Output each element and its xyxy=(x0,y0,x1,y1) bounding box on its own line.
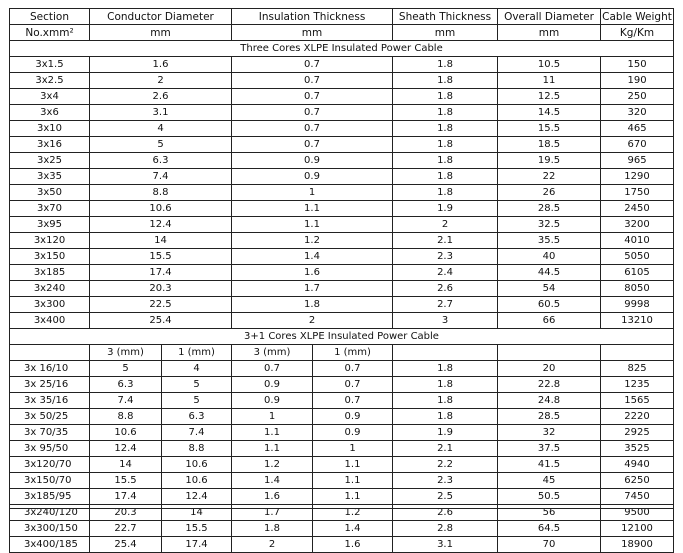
table-cell: 0.9 xyxy=(232,153,393,169)
table-cell: 1.8 xyxy=(393,153,498,169)
table-cell: 5 xyxy=(162,377,232,393)
table-cell: 25.4 xyxy=(90,537,162,553)
table-cell: 1.8 xyxy=(393,57,498,73)
table-cell: 1.7 xyxy=(232,505,313,521)
table-row xyxy=(10,441,674,457)
header-overall-diameter-unit: mm xyxy=(498,25,601,41)
table-cell: 3x50 xyxy=(10,185,90,201)
table-cell: 12100 xyxy=(601,521,674,537)
table-cell: 12.4 xyxy=(162,489,232,505)
table-cell: 14 xyxy=(162,505,232,521)
table-cell: 2 xyxy=(232,313,393,329)
table-row xyxy=(10,121,674,137)
table-cell: 1 xyxy=(313,441,393,457)
table-cell: 15.5 xyxy=(90,473,162,489)
table-cell: 7.4 xyxy=(90,393,162,409)
table-cell: 1.4 xyxy=(232,473,313,489)
table-cell: 24.8 xyxy=(498,393,601,409)
header-cable-weight: Cable Weight xyxy=(602,10,672,23)
table-cell: 3x10 xyxy=(10,121,90,137)
table-cell: 14 xyxy=(90,457,162,473)
table-row xyxy=(10,393,674,409)
table-cell: 20.3 xyxy=(90,505,162,521)
table-row xyxy=(10,233,674,249)
header-sheath-thickness: Sheath Thickness xyxy=(393,9,498,25)
table-cell: 1.1 xyxy=(313,457,393,473)
table-cell: 10.6 xyxy=(90,425,162,441)
table-cell: 9998 xyxy=(601,297,674,313)
table-cell: 3x 16/10 xyxy=(10,361,90,377)
table-row xyxy=(10,313,674,329)
subheader-cell: 1 (mm) xyxy=(162,345,232,361)
table-cell: 5 xyxy=(90,137,232,153)
table-row xyxy=(10,105,674,121)
table-cell: 6250 xyxy=(601,473,674,489)
table-cell: 3x120/70 xyxy=(10,457,90,473)
table-cell: 1565 xyxy=(601,393,674,409)
table-cell: 44.5 xyxy=(498,265,601,281)
table-cell: 0.7 xyxy=(232,73,393,89)
table-cell: 1.1 xyxy=(232,217,393,233)
header-conductor-diameter: Conductor Diameter xyxy=(90,9,232,25)
table-cell: 7.4 xyxy=(90,169,232,185)
header-conductor-diameter-unit: mm xyxy=(90,25,232,41)
table-row xyxy=(10,185,674,201)
table-cell: 3x300/150 xyxy=(10,521,90,537)
table-cell: 4010 xyxy=(601,233,674,249)
table-cell: 3x70 xyxy=(10,201,90,217)
table-cell: 10.6 xyxy=(90,201,232,217)
header-insulation-thickness-unit: mm xyxy=(232,25,393,41)
table-cell: 5 xyxy=(90,361,162,377)
header-cable-weight-unit: Kg/Km xyxy=(601,25,674,41)
table-row xyxy=(10,457,674,473)
table-row xyxy=(10,425,674,441)
table-cell: 3.1 xyxy=(393,537,498,553)
table-cell: 11 xyxy=(498,73,601,89)
table-cell: 0.7 xyxy=(232,89,393,105)
table-cell: 1.8 xyxy=(393,121,498,137)
table-cell: 250 xyxy=(601,89,674,105)
section-title-three-plus-one: 3+1 Cores XLPE Insulated Power Cable xyxy=(10,329,674,345)
table-cell: 28.5 xyxy=(498,409,601,425)
table-cell: 1.6 xyxy=(232,265,393,281)
table-cell: 28.5 xyxy=(498,201,601,217)
table-cell: 1.8 xyxy=(393,361,498,377)
table-cell: 10.6 xyxy=(162,457,232,473)
table-cell: 2.5 xyxy=(393,489,498,505)
subheader-cell: 1 (mm) xyxy=(313,345,393,361)
table-cell: 3x25 xyxy=(10,153,90,169)
table-cell: 15.5 xyxy=(162,521,232,537)
table-cell: 3x 70/35 xyxy=(10,425,90,441)
table-cell: 1.8 xyxy=(393,89,498,105)
table-cell: 3x150/70 xyxy=(10,473,90,489)
table-cell: 2.4 xyxy=(393,265,498,281)
table-cell: 3200 xyxy=(601,217,674,233)
table-cell: 1.8 xyxy=(232,521,313,537)
table-cell: 1235 xyxy=(601,377,674,393)
section-title-row xyxy=(10,329,674,345)
table-cell: 22 xyxy=(498,169,601,185)
table-cell: 19.5 xyxy=(498,153,601,169)
table-cell: 1.8 xyxy=(393,393,498,409)
table-cell: 2 xyxy=(393,217,498,233)
table-cell: 12.5 xyxy=(498,89,601,105)
header-overall-diameter: Overall Diameter xyxy=(498,9,601,25)
table-cell: 0.9 xyxy=(232,393,313,409)
table-cell: 3x95 xyxy=(10,217,90,233)
table-cell: 1.9 xyxy=(393,201,498,217)
table-cell: 56 xyxy=(498,505,601,521)
subheader-cell: 3 (mm) xyxy=(232,345,313,361)
table-cell: 1.1 xyxy=(313,489,393,505)
table-cell: 70 xyxy=(498,537,601,553)
table-cell: 18.5 xyxy=(498,137,601,153)
table-cell: 3x185 xyxy=(10,265,90,281)
table-cell: 26 xyxy=(498,185,601,201)
table-row xyxy=(10,217,674,233)
table-row xyxy=(10,57,674,73)
table-cell: 18900 xyxy=(601,537,674,553)
table-cell: 0.7 xyxy=(232,57,393,73)
cable-spec-table xyxy=(9,8,674,553)
table-cell: 35.5 xyxy=(498,233,601,249)
table-cell: 0.7 xyxy=(232,121,393,137)
table-cell: 4 xyxy=(90,121,232,137)
table-cell: 3x400/185 xyxy=(10,537,90,553)
table-cell: 1.6 xyxy=(232,489,313,505)
table-cell: 54 xyxy=(498,281,601,297)
table-cell: 965 xyxy=(601,153,674,169)
header-insulation-thickness: Insulation Thickness xyxy=(232,9,393,25)
table-cell: 6.3 xyxy=(90,153,232,169)
table-cell: 1290 xyxy=(601,169,674,185)
table-cell: 3x150 xyxy=(10,249,90,265)
table-cell: 13210 xyxy=(601,313,674,329)
table-cell: 3x120 xyxy=(10,233,90,249)
table-cell: 1.2 xyxy=(232,457,313,473)
table-row xyxy=(10,73,674,89)
table-cell: 6.3 xyxy=(90,377,162,393)
table-cell: 3x185/95 xyxy=(10,489,90,505)
table-cell: 7450 xyxy=(601,489,674,505)
table-cell: 3x2.5 xyxy=(10,73,90,89)
unit-row xyxy=(10,25,674,41)
table-cell: 1.1 xyxy=(313,473,393,489)
table-cell: 41.5 xyxy=(498,457,601,473)
table-cell: 66 xyxy=(498,313,601,329)
table-row xyxy=(10,489,674,505)
table-cell: 22.5 xyxy=(90,297,232,313)
table-cell: 3x240/120 xyxy=(10,505,90,521)
subheader-cell xyxy=(498,345,601,361)
table-cell: 3525 xyxy=(601,441,674,457)
table-cell: 2450 xyxy=(601,201,674,217)
table-cell: 320 xyxy=(601,105,674,121)
table-cell: 17.4 xyxy=(90,265,232,281)
table-cell: 10.6 xyxy=(162,473,232,489)
table-cell: 2220 xyxy=(601,409,674,425)
table-cell: 60.5 xyxy=(498,297,601,313)
table-cell: 0.9 xyxy=(232,169,393,185)
table-cell: 0.7 xyxy=(232,105,393,121)
table-cell: 3x35 xyxy=(10,169,90,185)
table-cell: 4 xyxy=(162,361,232,377)
table-cell: 3.1 xyxy=(90,105,232,121)
table-cell: 1 xyxy=(232,185,393,201)
table-row xyxy=(10,137,674,153)
table-cell: 12.4 xyxy=(90,441,162,457)
table-cell: 3x16 xyxy=(10,137,90,153)
table-cell: 2.1 xyxy=(393,233,498,249)
table-cell: 45 xyxy=(498,473,601,489)
table-cell: 1.2 xyxy=(232,233,393,249)
table-cell: 825 xyxy=(601,361,674,377)
table-row xyxy=(10,377,674,393)
table-row xyxy=(10,265,674,281)
table-cell: 10.5 xyxy=(498,57,601,73)
table-cell: 1750 xyxy=(601,185,674,201)
table-cell: 1.8 xyxy=(232,297,393,313)
table-cell: 8.8 xyxy=(90,185,232,201)
table-cell: 1.8 xyxy=(393,377,498,393)
table-cell: 3x6 xyxy=(10,105,90,121)
table-row xyxy=(10,473,674,489)
table-cell: 2.6 xyxy=(90,89,232,105)
table-cell: 40 xyxy=(498,249,601,265)
table-cell: 1.8 xyxy=(393,169,498,185)
table-cell: 9500 xyxy=(601,505,674,521)
table-cell: 22.7 xyxy=(90,521,162,537)
table-cell: 1.6 xyxy=(90,57,232,73)
table-cell: 1.8 xyxy=(393,409,498,425)
table-cell: 1.8 xyxy=(393,105,498,121)
table-cell: 0.9 xyxy=(313,409,393,425)
table-cell: 64.5 xyxy=(498,521,601,537)
table-cell: 1.1 xyxy=(232,201,393,217)
table-row xyxy=(10,153,674,169)
table-cell: 2.3 xyxy=(393,473,498,489)
table-row xyxy=(10,169,674,185)
section-title-three-core: Three Cores XLPE Insulated Power Cable xyxy=(10,41,674,57)
subheader-cell: 3 (mm) xyxy=(90,345,162,361)
table-cell: 2 xyxy=(232,537,313,553)
table-cell: 1.4 xyxy=(232,249,393,265)
table-row xyxy=(10,89,674,105)
table-cell: 5 xyxy=(162,393,232,409)
table-cell: 0.7 xyxy=(232,137,393,153)
table-cell: 2.6 xyxy=(393,505,498,521)
subheader-row xyxy=(10,345,674,361)
table-cell: 2.3 xyxy=(393,249,498,265)
table-cell: 8.8 xyxy=(90,409,162,425)
table-cell: 1.1 xyxy=(232,441,313,457)
table-bottom-edge xyxy=(9,508,673,513)
header-section-unit: No.xmm² xyxy=(10,25,90,41)
header-sheath-thickness-unit: mm xyxy=(393,25,498,41)
table-row xyxy=(10,281,674,297)
table-cell: 8050 xyxy=(601,281,674,297)
table-cell: 465 xyxy=(601,121,674,137)
table-cell: 1.1 xyxy=(232,425,313,441)
table-cell: 12.4 xyxy=(90,217,232,233)
table-cell: 3 xyxy=(393,313,498,329)
table-row xyxy=(10,521,674,537)
table-cell: 5050 xyxy=(601,249,674,265)
table-cell: 22.8 xyxy=(498,377,601,393)
table-cell: 50.5 xyxy=(498,489,601,505)
table-cell: 0.9 xyxy=(313,425,393,441)
subheader-cell xyxy=(393,345,498,361)
table-cell: 7.4 xyxy=(162,425,232,441)
table-cell: 0.7 xyxy=(313,377,393,393)
table-row xyxy=(10,249,674,265)
table-cell: 1.8 xyxy=(393,185,498,201)
table-cell: 3x 35/16 xyxy=(10,393,90,409)
table-cell: 2.6 xyxy=(393,281,498,297)
table-cell: 670 xyxy=(601,137,674,153)
table-cell: 3x300 xyxy=(10,297,90,313)
table-cell: 3x400 xyxy=(10,313,90,329)
table-row xyxy=(10,409,674,425)
table-cell: 17.4 xyxy=(90,489,162,505)
table-cell: 37.5 xyxy=(498,441,601,457)
table-cell: 2925 xyxy=(601,425,674,441)
table-cell: 0.9 xyxy=(232,377,313,393)
table-cell: 17.4 xyxy=(162,537,232,553)
table-cell: 3x1.5 xyxy=(10,57,90,73)
table-cell: 6.3 xyxy=(162,409,232,425)
table-cell: 3x240 xyxy=(10,281,90,297)
table-cell: 2.2 xyxy=(393,457,498,473)
table-row xyxy=(10,297,674,313)
table-cell: 0.7 xyxy=(313,393,393,409)
table-cell: 32 xyxy=(498,425,601,441)
table-cell: 15.5 xyxy=(90,249,232,265)
table-cell: 32.5 xyxy=(498,217,601,233)
subheader-cell xyxy=(10,345,90,361)
table-cell: 20.3 xyxy=(90,281,232,297)
table-cell: 1 xyxy=(232,409,313,425)
table-cell: 14.5 xyxy=(498,105,601,121)
table-cell: 190 xyxy=(601,73,674,89)
section-title-row xyxy=(10,41,674,57)
table-cell: 1.6 xyxy=(313,537,393,553)
table-cell: 0.7 xyxy=(313,361,393,377)
header-section: Section xyxy=(10,9,90,25)
table-cell: 1.8 xyxy=(393,137,498,153)
table-cell: 3x 50/25 xyxy=(10,409,90,425)
table-cell: 20 xyxy=(498,361,601,377)
table-cell: 14 xyxy=(90,233,232,249)
table-row xyxy=(10,361,674,377)
table-cell: 25.4 xyxy=(90,313,232,329)
table-cell: 3x 25/16 xyxy=(10,377,90,393)
table-cell: 2 xyxy=(90,73,232,89)
table-cell: 1.2 xyxy=(313,505,393,521)
header-row xyxy=(10,9,674,25)
table-cell: 1.9 xyxy=(393,425,498,441)
table-cell: 2.8 xyxy=(393,521,498,537)
table-row xyxy=(10,201,674,217)
subheader-cell xyxy=(601,345,674,361)
table-cell: 8.8 xyxy=(162,441,232,457)
table-cell: 1.7 xyxy=(232,281,393,297)
table-cell: 150 xyxy=(601,57,674,73)
table-cell: 1.8 xyxy=(393,73,498,89)
table-cell: 3x4 xyxy=(10,89,90,105)
table-row xyxy=(10,537,674,553)
table-cell: 1.4 xyxy=(313,521,393,537)
table-cell: 4940 xyxy=(601,457,674,473)
table-cell: 0.7 xyxy=(232,361,313,377)
table-cell: 3x 95/50 xyxy=(10,441,90,457)
table-cell: 6105 xyxy=(601,265,674,281)
table-cell: 15.5 xyxy=(498,121,601,137)
table-cell: 2.7 xyxy=(393,297,498,313)
table-cell: 2.1 xyxy=(393,441,498,457)
